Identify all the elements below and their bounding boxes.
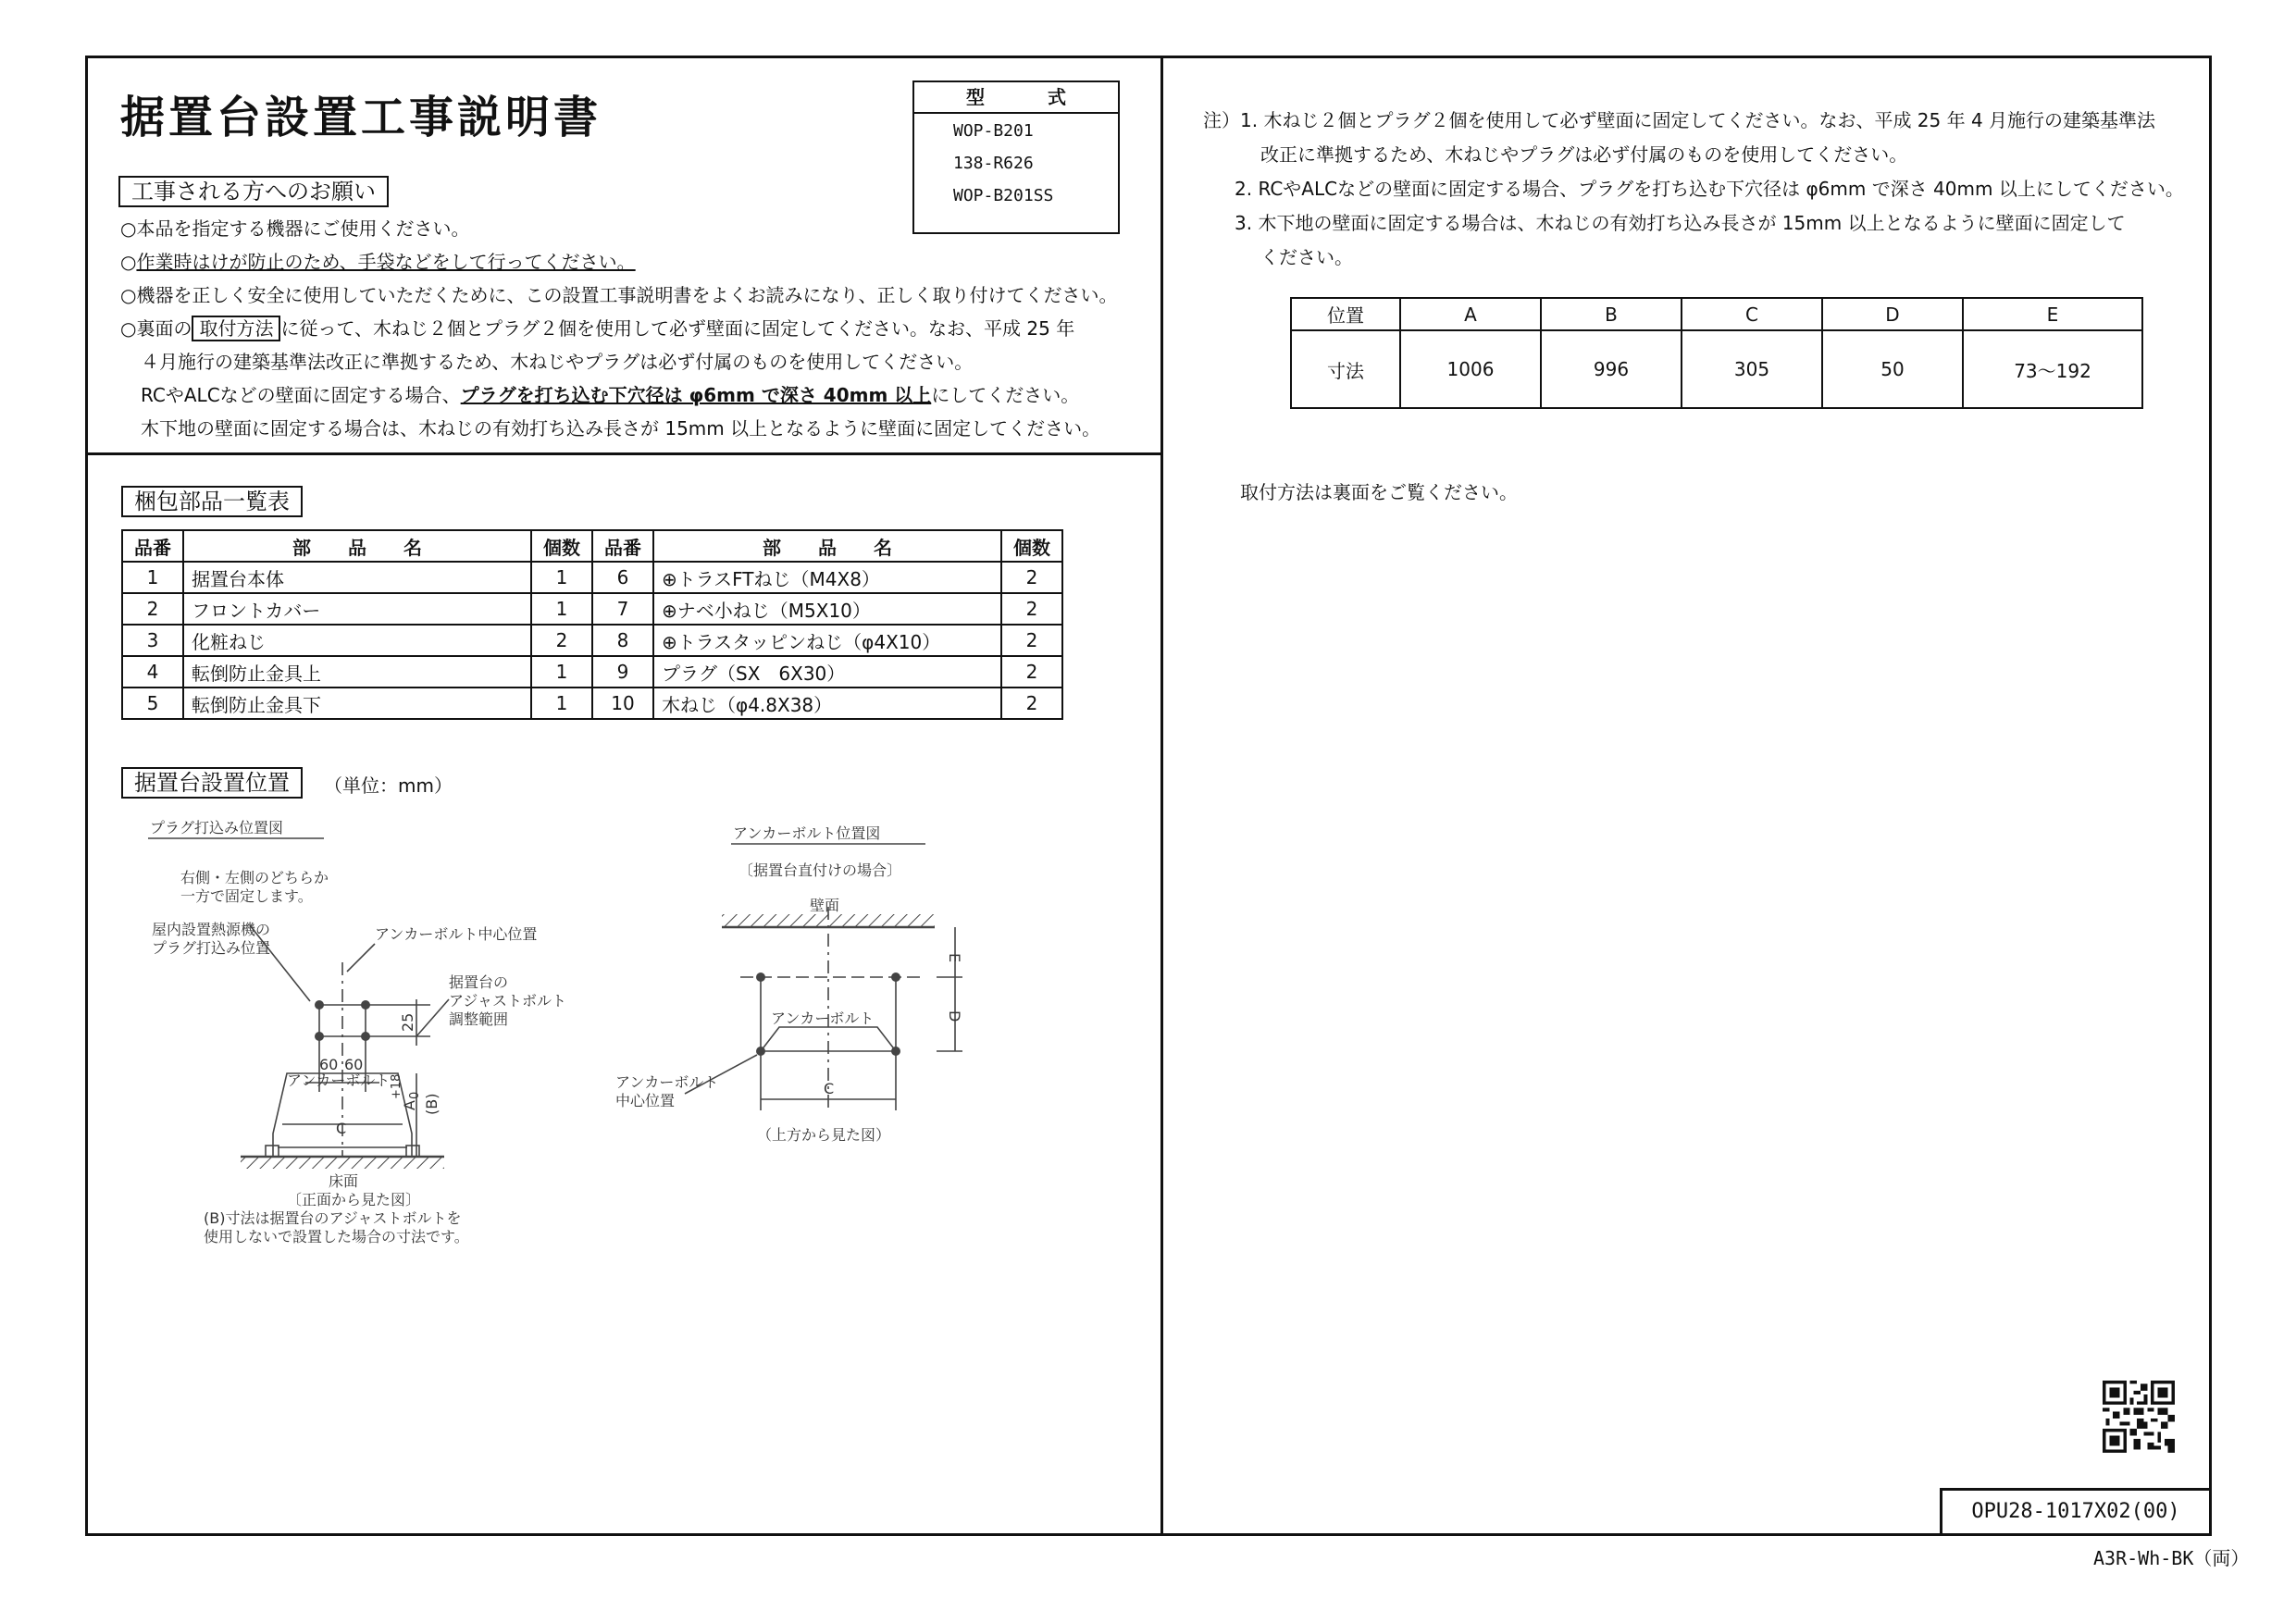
request-line: ○作業時はけが防止のため、手袋などをして行ってください。	[120, 251, 636, 273]
anchor-point	[756, 1047, 765, 1056]
note-line: 改正に準拠するため、木ねじやプラグは必ず付属のものを使用してください。	[1260, 143, 1908, 166]
plug-point	[361, 1032, 370, 1041]
request-line: ○機器を正しく安全に使用していただくために、この設置工事説明書をよくお読みになり、正しく取り付けてください。	[120, 284, 1118, 306]
dim-label: D	[946, 1010, 963, 1022]
parts-header-row	[122, 530, 1062, 562]
qr-code-icon	[2103, 1381, 2175, 1453]
table-row: 4 転倒防止金具上 1 9 プラグ（SX 6X30） 2	[122, 656, 1062, 688]
table-row: 5 転倒防止金具下 1 10 木ねじ（φ4.8X38） 2	[122, 688, 1062, 719]
leader-line	[347, 944, 375, 972]
mounting-method-box: 取付方法	[192, 316, 280, 341]
anchor-center-label: アンカーボルト	[615, 1073, 719, 1091]
b-note: (B)寸法は据置台のアジャストボルトを	[204, 1209, 462, 1227]
installation-diagrams	[139, 805, 972, 1268]
plug-point	[361, 1000, 370, 1010]
request-heading: 工事される方へのお願い	[118, 176, 389, 207]
note-line: 3. 木下地の壁面に固定する場合は、木ねじの有効打ち込み長さが 15mm 以上となるように壁面に固定して	[1235, 212, 2126, 234]
dim-label: E	[946, 953, 963, 963]
document-title: 据置台設置工事説明書	[120, 92, 602, 143]
vertical-divider	[1160, 56, 1163, 1536]
col-header: 個数	[1001, 530, 1062, 562]
request-line: ４月施行の建築基準法改正に準拠するため、木ねじやプラグは必ず付属のものを使用してください。	[141, 351, 974, 373]
dim-tolerance: 0	[408, 1091, 422, 1099]
parts-heading: 梱包部品一覧表	[121, 486, 303, 517]
anchor-point	[891, 973, 900, 982]
dim-label: 60	[319, 1056, 339, 1073]
adjust-label: 調整範囲	[449, 1010, 509, 1028]
notes-block	[1203, 104, 2184, 275]
plug-note: 一方で固定します。	[180, 887, 313, 905]
model-number: 138-R626	[953, 154, 1034, 173]
request-line: 木下地の壁面に固定する場合は、木ねじの有効打ち込み長さが 15mm 以上となるように壁面に固定してください。	[141, 417, 1101, 440]
plug-note: 右側・左側のどちらか	[180, 869, 329, 886]
anchor-diagram-subtitle: 〔据置台直付けの場合〕	[738, 861, 902, 879]
dim-label: C	[824, 1080, 835, 1097]
dim-label: (B)	[423, 1093, 441, 1115]
adjuster-foot	[266, 1146, 279, 1157]
plug-point	[315, 1032, 324, 1041]
anchor-bolt-label: アンカーボルト	[287, 1072, 391, 1089]
note-line: 2. RCやALCなどの壁面に固定する場合、プラグを打ち込む下穴径は φ6mm で深さ 40mm 以上にしてください。	[1235, 178, 2184, 200]
request-line: ○本品を指定する機器にご使用ください。	[120, 217, 470, 240]
request-line: RCやALCなどの壁面に固定する場合、プラグを打ち込む下穴径は φ6mm で深さ 40mm 以上にしてください。	[141, 384, 1080, 406]
dim-label: 60	[344, 1056, 364, 1073]
parts-table	[121, 529, 1063, 720]
dim-label: C	[336, 1120, 347, 1137]
col-header: 品番	[592, 530, 653, 562]
adjust-label: 据置台の	[449, 973, 509, 991]
anchor-point	[756, 973, 765, 982]
table-row: 位置 A B C D E	[1291, 298, 2142, 330]
note-line: 注）1. 木ねじ２個とプラグ２個を使用して必ず壁面に固定してください。なお、平成 25 年 4 月施行の建築基準法	[1203, 109, 2156, 131]
anchor-bolt-label: アンカーボルト	[771, 1010, 875, 1027]
floor-hatch	[241, 1158, 444, 1169]
model-header: 型 式	[914, 82, 1118, 114]
note-line: ください。	[1260, 246, 1353, 268]
table-row: 寸法 1006 996 305 50 73〜192	[1291, 330, 2142, 408]
mounting-note: 取付方法は裏面をご覧ください。	[1240, 481, 1518, 503]
floor-label: 床面	[329, 1172, 359, 1190]
indoor-label: 屋内設置熱源機の	[152, 921, 271, 938]
anchor-point	[891, 1047, 900, 1056]
dim-label: A	[401, 1100, 418, 1110]
plug-diagram-title: プラグ打込み位置図	[150, 819, 284, 836]
dim-row-label: 寸法	[1291, 330, 1400, 408]
horizontal-divider	[85, 452, 1162, 455]
footer-code: A3R-Wh-BK（両）	[2093, 1547, 2250, 1569]
unit-label: （単位：mm）	[324, 774, 453, 797]
document-code: OPU28-1017X02(00)	[1940, 1488, 2212, 1536]
request-line: ○裏面の 取付方法 に従って、木ねじ２個とプラグ２個を使用して必ず壁面に固定してください。なお、平成 25 年	[120, 317, 1075, 340]
model-number: WOP-B201	[953, 121, 1034, 141]
dim-label: 25	[399, 1012, 416, 1032]
view-label: 〔正面から見た図〕	[287, 1191, 421, 1208]
table-row: 2 フロントカバー 1 7 ⊕ナベ小ねじ（M5X10） 2	[122, 593, 1062, 625]
table-row: 3 化粧ねじ 2 8 ⊕トラスタッピンねじ（φ4X10） 2	[122, 625, 1062, 656]
col-header: 部 品 名	[183, 530, 531, 562]
dim-row-label: 位置	[1291, 298, 1400, 330]
position-heading: 据置台設置位置	[121, 767, 303, 799]
col-header: 部 品 名	[653, 530, 1001, 562]
model-number: WOP-B201SS	[953, 186, 1054, 205]
col-header: 品番	[122, 530, 183, 562]
view-label: （上方から見た図）	[757, 1126, 891, 1144]
table-row: 1 据置台本体 1 6 ⊕トラスFTねじ（M4X8） 2	[122, 562, 1062, 593]
indoor-label: プラグ打込み位置	[152, 939, 271, 957]
anchor-center-label: 中心位置	[615, 1092, 676, 1109]
dimension-table	[1290, 297, 2143, 409]
dim-tolerance: +18	[390, 1073, 403, 1099]
col-header: 個数	[531, 530, 592, 562]
adjuster-foot	[406, 1146, 419, 1157]
request-notes	[120, 212, 1117, 445]
wall-label: 壁面	[810, 897, 840, 914]
anchor-center-label: アンカーボルト中心位置	[375, 925, 538, 943]
adjust-label: アジャストボルト	[449, 992, 567, 1010]
plug-point	[315, 1000, 324, 1010]
b-note: 使用しないで設置した場合の寸法です。	[204, 1228, 469, 1245]
anchor-diagram-title: アンカーボルト位置図	[733, 824, 881, 842]
